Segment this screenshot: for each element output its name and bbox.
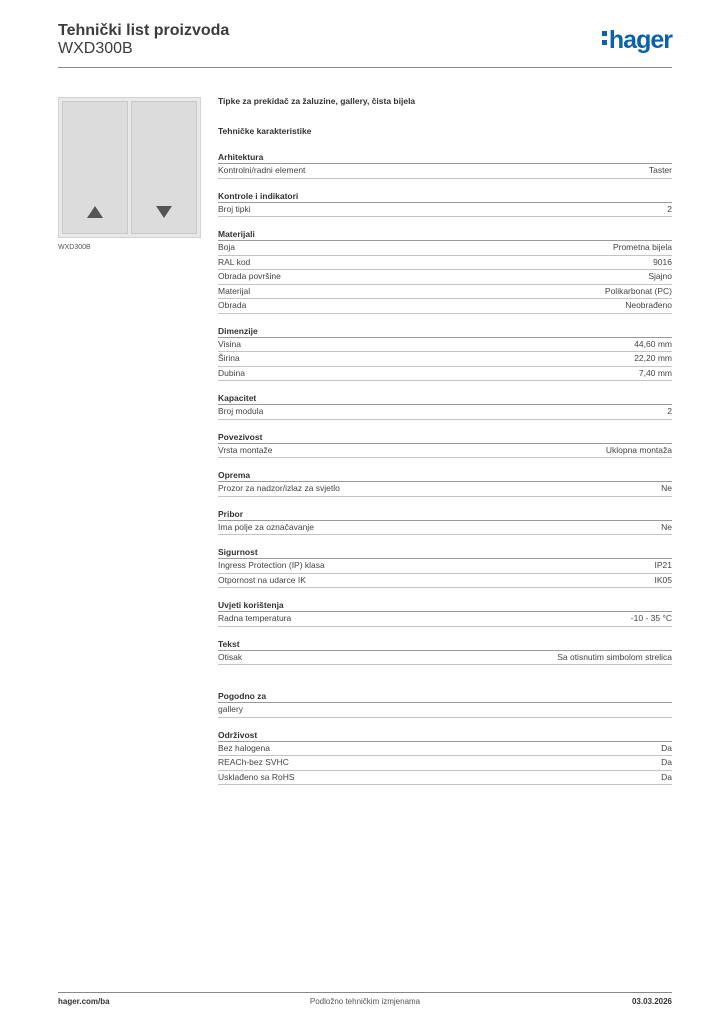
spec-value: 9016	[653, 256, 672, 267]
spec-row	[218, 771, 672, 786]
spec-row	[218, 299, 672, 314]
spec-section	[218, 639, 672, 666]
spec-value: 22,20 mm	[634, 353, 672, 363]
section-title: Pogodno za	[218, 691, 672, 703]
spec-label: Vrsta montaže	[218, 444, 273, 455]
spec-row	[218, 164, 672, 179]
logo-text: hager	[608, 26, 672, 54]
spec-row	[218, 338, 672, 353]
spec-row	[218, 742, 672, 757]
spec-heading: Tehničke karakteristike	[218, 126, 312, 136]
section-title: Dimenzije	[218, 326, 672, 338]
spec-label: Usklađeno sa RoHS	[218, 771, 295, 782]
spec-row	[218, 444, 672, 459]
spec-label: Bez halogena	[218, 742, 270, 753]
spec-row	[218, 703, 672, 718]
spec-value: Ne	[661, 483, 672, 493]
spec-label: Boja	[218, 242, 236, 252]
spec-value: IP21	[654, 560, 672, 570]
page-header	[58, 22, 672, 66]
section-title: Tekst	[218, 639, 672, 651]
spec-value: Prometna bijela	[612, 242, 672, 252]
arrow-down-icon	[156, 206, 172, 218]
logo-colon-icon	[602, 29, 607, 46]
header-divider	[58, 67, 672, 68]
spec-value: Taster	[648, 165, 672, 175]
spec-label: RAL kod	[218, 256, 251, 267]
spec-label: Obrada	[218, 300, 247, 310]
spec-row	[218, 241, 672, 256]
spec-label: Dubina	[218, 367, 245, 378]
spec-row	[218, 482, 672, 497]
section-title: Kontrole i indikatori	[218, 191, 672, 203]
spec-value: Polikarbonat (PC)	[604, 285, 672, 296]
spec-label: Ima polje za označavanje	[218, 521, 314, 532]
spec-label: Otpornost na udarce IK	[218, 574, 306, 585]
spec-section	[218, 509, 672, 536]
spec-row	[218, 651, 672, 666]
spec-section	[218, 326, 672, 382]
spec-value: Ne	[661, 521, 672, 532]
spec-row	[218, 367, 672, 382]
spec-row	[218, 559, 672, 574]
spec-row	[218, 203, 672, 218]
spec-section	[218, 152, 672, 179]
spec-row	[218, 270, 672, 285]
spec-value: Da	[661, 742, 672, 753]
spec-sections	[218, 152, 672, 785]
spec-label: Prozor za nadzor/izlaz za svjetlo	[218, 483, 340, 493]
page-title: Tehnički list proizvoda	[58, 22, 230, 39]
spec-row	[218, 405, 672, 420]
spec-value: Uklopna montaža	[605, 444, 672, 455]
spec-label: Radna temperatura	[218, 613, 292, 623]
section-title: Arhitektura	[218, 152, 672, 164]
spec-content	[218, 96, 672, 785]
section-title: Uvjeti korištenja	[218, 600, 672, 612]
footer-notice: Podložno tehničkim izmjenama	[309, 997, 421, 1006]
spec-row	[218, 612, 672, 627]
spec-value: -10 - 35 °C	[630, 613, 672, 623]
spec-label: Visina	[218, 338, 241, 349]
footer-divider	[58, 992, 672, 993]
section-title: Povezivost	[218, 432, 672, 444]
spec-row	[218, 521, 672, 536]
spec-value: Da	[661, 771, 672, 782]
section-title: Oprema	[218, 470, 672, 482]
rocker-right	[131, 101, 197, 234]
spec-section	[218, 393, 672, 420]
spec-value: 7,40 mm	[638, 367, 672, 378]
image-caption: WXD300B	[58, 244, 91, 251]
spec-label: gallery	[218, 704, 244, 714]
spec-row	[218, 256, 672, 271]
footer-date: 03.03.2026	[631, 997, 672, 1006]
hager-logo	[602, 26, 672, 55]
spec-section	[218, 191, 672, 218]
spec-label: Kontrolni/radni element	[218, 165, 306, 175]
section-title: Pribor	[218, 509, 672, 521]
spec-label: Ingress Protection (IP) klasa	[218, 560, 325, 570]
spec-label: REACh-bez SVHC	[218, 757, 289, 767]
spec-value: Sa otisnutim simbolom strelica	[557, 651, 672, 662]
spec-row	[218, 756, 672, 771]
product-code: WXD300B	[58, 40, 133, 57]
spec-row	[218, 574, 672, 589]
spec-label: Otisak	[218, 651, 243, 662]
product-image	[58, 97, 201, 238]
spec-section	[218, 229, 672, 314]
arrow-up-icon	[87, 206, 103, 218]
spec-section	[218, 730, 672, 786]
spec-row	[218, 285, 672, 300]
spec-value: Sjajno	[648, 271, 672, 281]
section-title: Sigurnost	[218, 547, 672, 559]
product-description: Tipke za prekidač za žaluzine, gallery, čista bijela	[218, 96, 416, 106]
spec-section	[218, 547, 672, 588]
spec-value: Neobrađeno	[625, 300, 672, 310]
spec-value: 2	[667, 406, 672, 416]
spec-label: Broj modula	[218, 406, 264, 416]
spec-section	[218, 691, 672, 718]
section-title: Materijali	[218, 229, 672, 241]
section-title: Održivost	[218, 730, 672, 742]
rocker-left	[62, 101, 128, 234]
page-footer	[58, 997, 672, 1009]
spec-label: Materijal	[218, 285, 251, 296]
spec-value: IK05	[654, 574, 672, 585]
section-title: Kapacitet	[218, 393, 672, 405]
spec-section	[218, 600, 672, 627]
footer-website: hager.com/ba	[58, 997, 110, 1006]
spec-label: Broj tipki	[218, 203, 251, 214]
spec-value: Da	[661, 757, 672, 767]
spec-label: Obrada površine	[218, 271, 281, 281]
spec-label: Širina	[218, 353, 240, 363]
spec-row	[218, 352, 672, 367]
spec-value: 44,60 mm	[634, 338, 672, 349]
spec-section	[218, 432, 672, 459]
spec-section	[218, 470, 672, 497]
spec-value: 2	[667, 203, 672, 214]
